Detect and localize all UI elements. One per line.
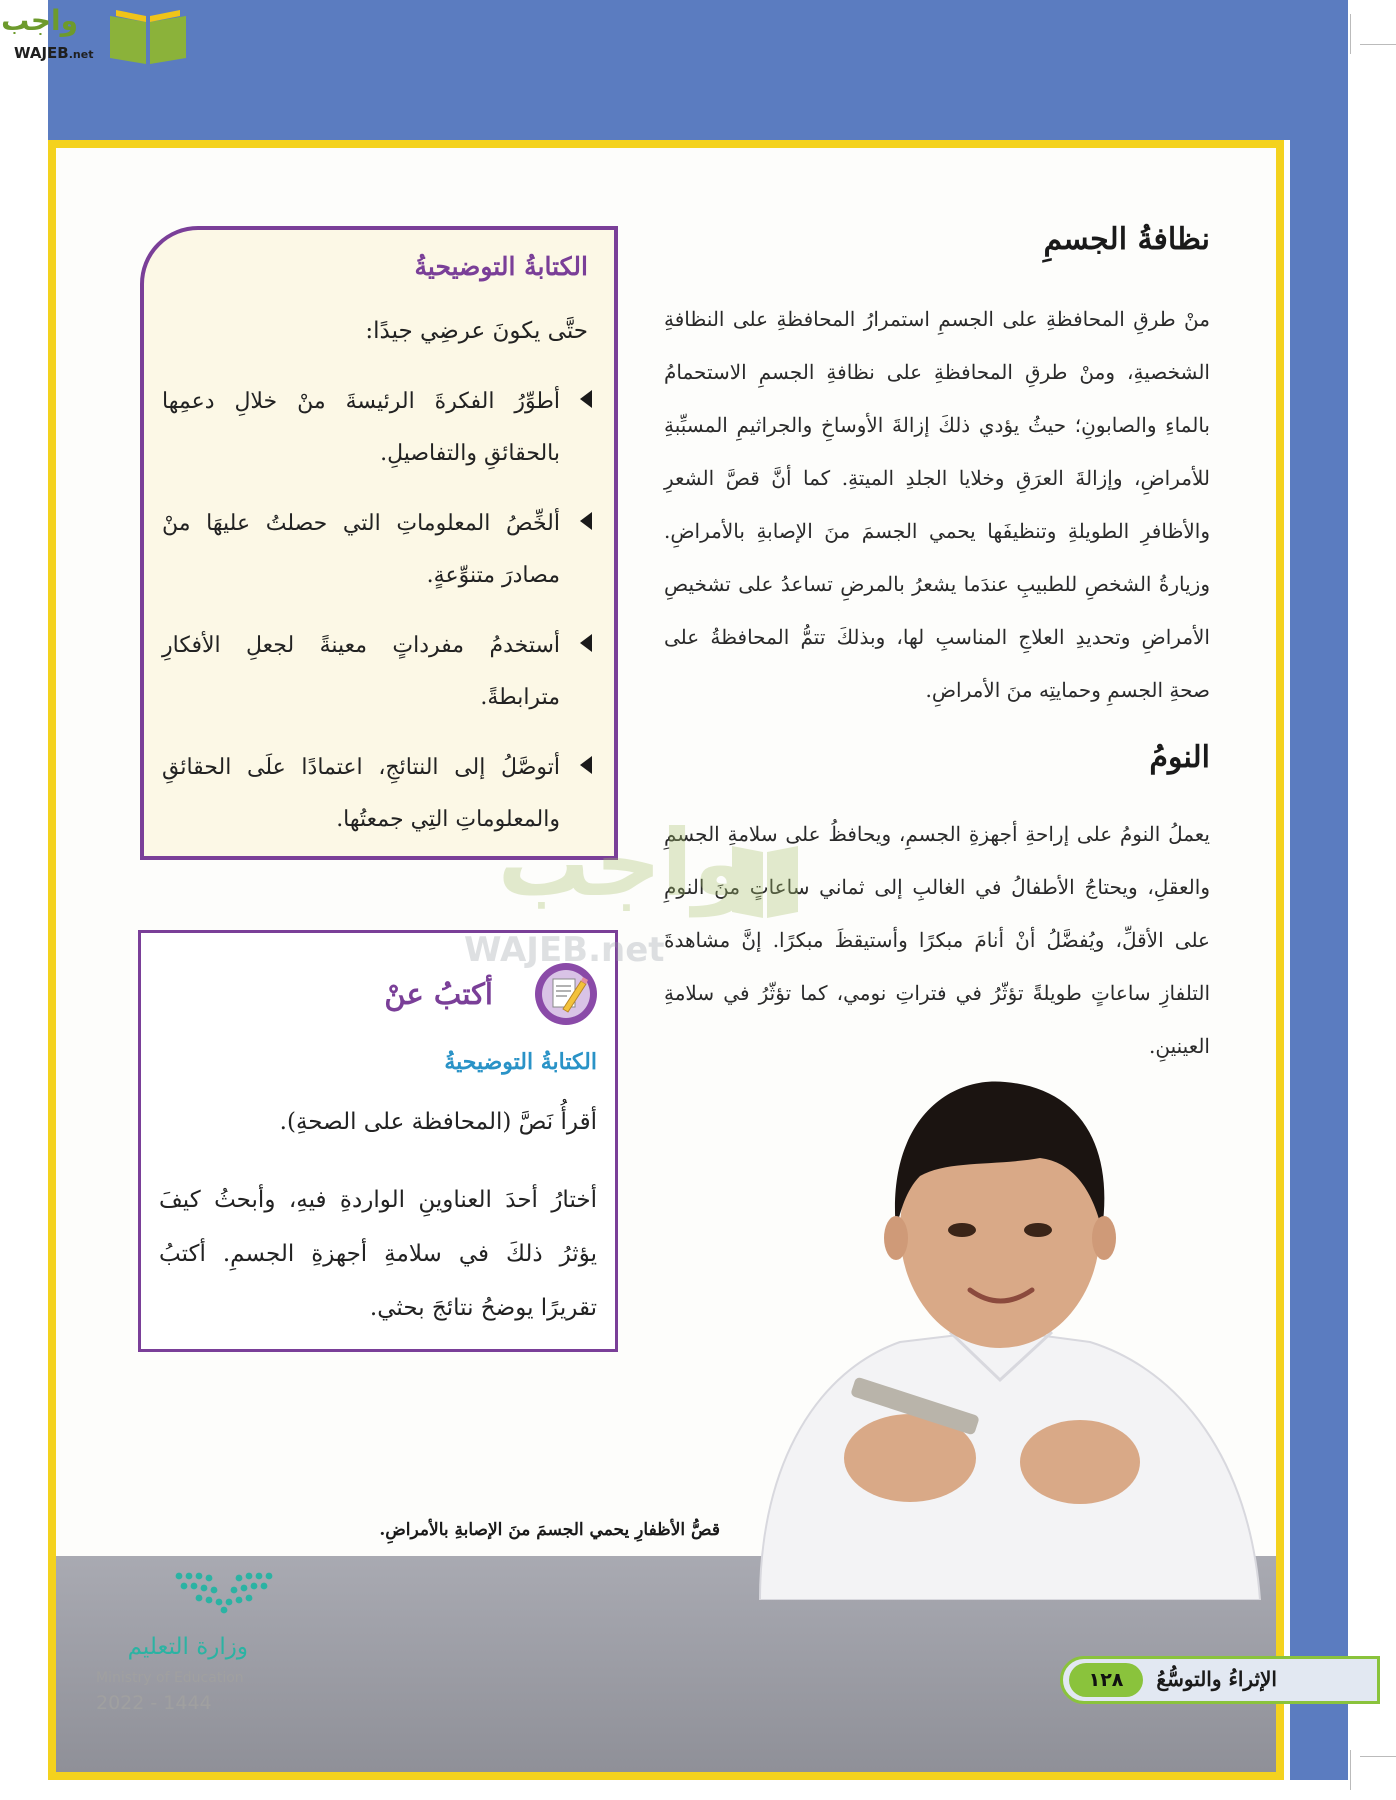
tips-list xyxy=(162,376,592,864)
book-icon xyxy=(106,6,190,66)
bullet-arrow-icon xyxy=(580,756,592,774)
box-subtitle: الكتابةُ التوضيحيةُ xyxy=(444,1049,597,1075)
watermark-arabic: واجب xyxy=(497,810,750,917)
ministry-english-name: Ministry of Education xyxy=(96,1670,244,1686)
crop-mark xyxy=(1360,1756,1396,1757)
photo-caption: قصُّ الأظفارِ يحمي الجسمَ منَ الإصابةِ بالأمراضِ. xyxy=(379,1520,720,1540)
logo-arabic-text: واجب xyxy=(1,4,78,37)
write-about-box xyxy=(138,930,618,1352)
box-intro: حتَّى يكونَ عرضِي جيدًا: xyxy=(365,318,588,344)
bullet-arrow-icon xyxy=(580,390,592,408)
header-band xyxy=(48,0,1348,140)
section-footer-tab xyxy=(1060,1656,1380,1704)
list-item: أستخدمُ مفرداتٍ معينةً لجعلِ الأفكارِ مترابطةً. xyxy=(162,620,592,724)
ministry-logo xyxy=(96,1570,276,1720)
section-heading-cleanliness: نظافةُ الجسمِ xyxy=(1043,222,1210,257)
ministry-emblem-icon xyxy=(174,1570,274,1614)
crop-mark xyxy=(1360,44,1396,45)
instruction-paragraph: أختارُ أحدَ العناوينِ الواردةِ فيهِ، وأبحثُ كيفَ يؤثرُ ذلكَ في سلامةِ أجهزةِ الجسمِ. أكتبُ تقريرًا يوضحُ نتائجَ بحثي. xyxy=(159,1187,597,1321)
ministry-year: 2022 - 1444 xyxy=(96,1692,212,1714)
site-logo[interactable] xyxy=(1,4,190,66)
write-about-heading: أكتبُ عنْ xyxy=(384,977,493,1011)
logo-latin-text: WAJEB.net xyxy=(14,44,94,62)
section-name: الإثراءُ والتوسُّعُ xyxy=(1156,1667,1277,1691)
boy-cutting-nails-photo xyxy=(700,1080,1280,1600)
section-heading-sleep: النومُ xyxy=(1149,740,1210,775)
pencil-paper-icon xyxy=(533,961,599,1027)
ministry-arabic-name: وزارة التعليم xyxy=(127,1634,248,1660)
explanatory-writing-box xyxy=(140,226,618,860)
bullet-arrow-icon xyxy=(580,512,592,530)
box-title: الكتابةُ التوضيحيةُ xyxy=(414,252,588,281)
instruction-line: أقرأُ نَصَّ (المحافظة على الصحةِ). xyxy=(279,1109,597,1135)
cleanliness-paragraph: منْ طرقِ المحافظةِ على الجسمِ استمرارُ المحافظةِ على النظافةِ الشخصيةِ، ومنْ طرقِ المحافظةِ على نظافةِ الجسمِ الاستحمامُ بالماءِ والصابونِ؛ حيثُ يؤدي ذلكَ إزالةَ الأوساخِ والجراثيمِ المسبِّبةِ للأمراضِ، وإزالةَ العرَقِ وخلايا الجلدِ الميتةِ. كما أنَّ قصَّ الشعرِ والأظافرِ الطويلةِ وتنظيفَها يحمي الجسمَ منَ الإصابةِ بالأمراضِ. وزيارةُ الشخصِ للطبيبِ عندَما يشعرُ بالمرضِ تساعدُ على تشخيصِ الأمراضِ وتحديدِ العلاجِ المناسبِ لها، وبذلكَ تتمُّ المحافظةُ على صحةِ الجسمِ وحمايتِه منَ الأمراضِ. xyxy=(664,307,1210,702)
bullet-arrow-icon xyxy=(580,634,592,652)
side-band xyxy=(1290,140,1348,1780)
sleep-paragraph: يعملُ النومُ على إراحةِ أجهزةِ الجسمِ، ويحافظُ على سلامةِ الجسمِ والعقلِ، ويحتاجُ الأطفالُ في الغالبِ إلى ثماني ساعاتٍ منَ النومِ على الأقلِّ، ويُفضَّلُ أنْ أنامَ مبكرًا وأستيقظَ مبكرًا. إنَّ مشاهدةَ التلفازِ ساعاتٍ طويلةً تؤثّرُ في فتراتِ نومي، كما تؤثّرُ في سلامةِ العينينِ. xyxy=(664,822,1211,1058)
list-item: أتوصَّلُ إلى النتائجِ، اعتمادًا علَى الحقائقِ والمعلوماتِ التِي جمعتُها. xyxy=(162,742,592,846)
list-item: ألخِّصُ المعلوماتِ التي حصلتُ عليهَا منْ مصادرَ متنوِّعةٍ. xyxy=(162,498,592,602)
crop-mark xyxy=(1350,14,1351,54)
page-number: ١٢٨ xyxy=(1069,1663,1143,1697)
list-item: أطوِّرُ الفكرةَ الرئيسةَ منْ خلالِ دعمِها بالحقائقِ والتفاصيلِ. xyxy=(162,376,592,480)
watermark-latin: WAJEB.net xyxy=(464,930,665,970)
crop-mark xyxy=(1350,1750,1351,1790)
